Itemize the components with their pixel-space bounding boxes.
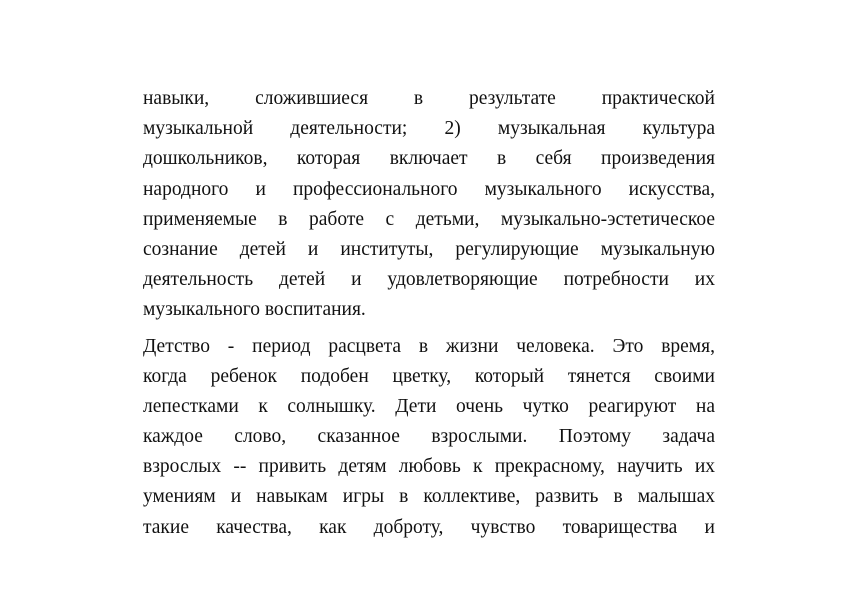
text-line: деятельность детей и удовлетворяющие потребности их xyxy=(143,269,715,291)
text-line: Детство - период расцвета в жизни человека. Это время, xyxy=(143,335,715,357)
text-line: дошкольников, которая включает в себя произведения xyxy=(143,148,715,170)
text-line: такие качества, как доброту, чувство товарищества и xyxy=(143,516,715,538)
text-line: когда ребенок подобен цветку, который тянется своими xyxy=(143,365,715,387)
paragraph-2 xyxy=(143,332,715,543)
text-line: каждое слово, сказанное взрослыми. Поэтому задача xyxy=(143,426,715,448)
text-line: лепестками к солнышку. Дети очень чутко реагируют на xyxy=(143,395,715,417)
text-line: умениям и навыкам игры в коллективе, развить в малышах xyxy=(143,486,715,508)
text-line: применяемые в работе с детьми, музыкально-эстетическое xyxy=(143,208,715,230)
text-line: музыкального воспитания. xyxy=(143,299,366,321)
text-line: навыки, сложившиеся в результате практической xyxy=(143,88,715,109)
text-line: сознание детей и институты, регулирующие музыкальную xyxy=(143,238,715,260)
text-line: музыкальной деятельности; 2) музыкальная культура xyxy=(143,118,715,140)
paragraph-1 xyxy=(143,84,715,326)
text-line: народного и профессионального музыкального искусства, xyxy=(143,178,715,200)
body-text xyxy=(143,84,715,543)
text-line: взрослых -- привить детям любовь к прекрасному, научить их xyxy=(143,456,715,478)
